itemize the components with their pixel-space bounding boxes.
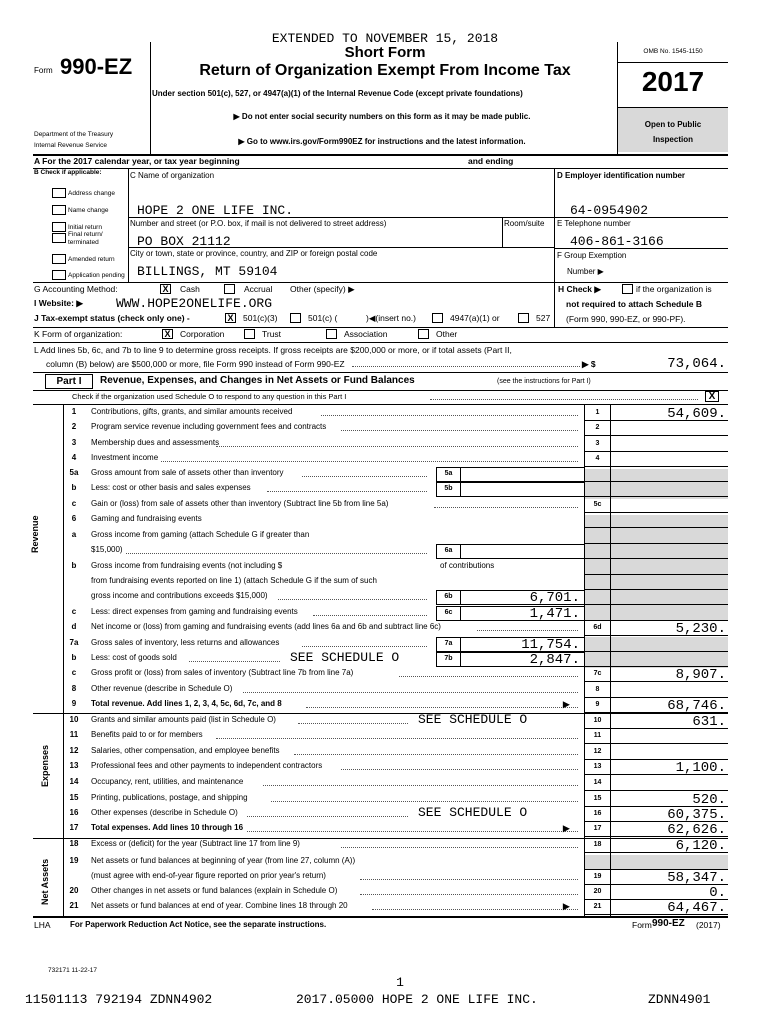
line-box-label: 8 xyxy=(595,686,600,693)
org-street: PO BOX 21112 xyxy=(137,234,231,249)
line-text: from fundraising events reported on line 1) (attach Schedule G if the sum of such xyxy=(91,576,377,585)
row-rule xyxy=(584,589,728,590)
inner-value[interactable]: 1,471. xyxy=(529,606,580,622)
line-box-label: 14 xyxy=(593,779,602,786)
line-text: Other revenue (describe in Schedule O) xyxy=(91,684,233,693)
form-number: 990-EZ xyxy=(60,54,133,79)
irs-label: Internal Revenue Service xyxy=(34,142,107,149)
see-schedule-o: SEE SCHEDULE O xyxy=(418,712,528,727)
line-g-label: G Accounting Method: xyxy=(34,284,118,294)
org-city: BILLINGS, MT 59104 xyxy=(137,264,278,279)
schedule-o-checkbox[interactable]: X xyxy=(705,391,719,402)
501c-label: 501(c) ( xyxy=(308,313,338,323)
line-value[interactable]: 631. xyxy=(692,714,726,730)
line-text: (must agree with end-of-year figure reported on prior year's return) xyxy=(91,871,326,880)
leader-dots xyxy=(267,491,427,492)
line-text: Contributions, gifts, grants, and similar amounts received xyxy=(91,407,293,416)
phone-label: E Telephone number xyxy=(557,219,631,228)
accrual-checkbox[interactable] xyxy=(224,284,235,294)
leader-dots xyxy=(434,507,578,508)
line-box-label: 6d xyxy=(593,624,602,631)
line-number: 6 xyxy=(71,514,77,523)
final-return-checkbox[interactable] xyxy=(52,233,66,243)
ein-value: 64-0954902 xyxy=(570,203,649,218)
schedule-b-checkbox[interactable] xyxy=(622,284,633,294)
line-h-text2: if the organization is xyxy=(636,284,712,294)
tax-year: 2017 xyxy=(641,66,705,97)
extension-notice: EXTENDED TO NOVEMBER 15, 2018 xyxy=(271,31,499,46)
line-number: 14 xyxy=(69,777,79,786)
omb-number: OMB No. 1545-1150 xyxy=(643,48,703,55)
trust-checkbox[interactable] xyxy=(244,329,255,339)
gross-receipts-value: 73,064. xyxy=(667,356,726,372)
line-text: Gaming and fundraising events xyxy=(91,514,202,523)
open-public-1: Open to Public xyxy=(644,120,702,129)
line-j-label: J Tax-exempt status (check only one) - xyxy=(34,313,190,323)
line-l-arrow: ▶ $ xyxy=(582,359,596,369)
leader-dots xyxy=(321,415,578,416)
line-number: b xyxy=(71,483,77,492)
row-rule xyxy=(584,527,728,528)
group-exemption-label: F Group Exemption xyxy=(557,251,627,260)
line-text: Gross profit or (loss) from sales of inventory (Subtract line 7b from line 7a) xyxy=(91,668,354,677)
form-ref-year: (2017) xyxy=(696,920,721,930)
inner-box-label: 7a xyxy=(444,640,453,647)
see-schedule-o: SEE SCHEDULE O xyxy=(290,650,400,665)
line-text: Total revenue. Add lines 1, 2, 3, 4, 5c, 6d, 7c, and 8 xyxy=(91,699,282,708)
line-text: Printing, publications, postage, and shipping xyxy=(91,793,248,802)
line-number: c xyxy=(71,668,77,677)
open-public-2: Inspection xyxy=(652,135,693,144)
row-rule xyxy=(584,496,728,497)
line-number: 8 xyxy=(71,684,77,693)
cash-label: Cash xyxy=(180,284,200,294)
line-box-label: 12 xyxy=(593,748,602,755)
line-text: Less: cost of goods sold xyxy=(91,653,177,662)
form-title: Return of Organization Exempt From Income Tax xyxy=(199,62,571,79)
line-box-label: 15 xyxy=(593,795,602,802)
paperwork-notice: For Paperwork Reduction Act Notice, see the separate instructions. xyxy=(70,920,327,929)
inner-value-frame xyxy=(460,544,585,559)
line-box-label: 21 xyxy=(593,903,602,910)
line-number: 1 xyxy=(71,407,77,416)
schedule-o-check-text: Check if the organization used Schedule O to respond to any question in this Part I xyxy=(72,392,347,401)
room-label: Room/suite xyxy=(504,219,545,228)
inner-box-label: 5a xyxy=(444,470,453,477)
line-number: c xyxy=(71,499,77,508)
line-value[interactable]: 58,347. xyxy=(667,870,726,886)
row-rule xyxy=(584,451,728,452)
leader-dots xyxy=(247,831,578,832)
line-number: 20 xyxy=(69,886,79,895)
form-subtitle: Under section 501(c), 527, or 4947(a)(1) of the Internal Revenue Code (except private foundations) xyxy=(152,89,523,98)
row-rule xyxy=(584,512,728,513)
line-text: Less: cost or other basis and sales expenses xyxy=(91,483,251,492)
line-box-label: 17 xyxy=(593,825,602,832)
cash-checkbox[interactable]: X xyxy=(160,284,171,294)
line-number: 2 xyxy=(71,422,77,431)
other-method-label: Other (specify) ▶ xyxy=(290,284,355,294)
line-number: 3 xyxy=(71,438,77,447)
dept-treasury: Department of the Treasury xyxy=(34,131,114,138)
inner-box-label: 6c xyxy=(444,609,453,616)
leader-dots xyxy=(341,430,578,431)
line-text: Net income or (loss) from gaming and fundraising events (add lines 6a and 6b and subtract line 6c) xyxy=(91,622,441,631)
total-arrow: ▶ xyxy=(563,901,570,911)
leader-dots xyxy=(161,461,578,462)
line-box-label: 5c xyxy=(593,501,602,508)
line-value[interactable]: 5,230. xyxy=(675,621,726,637)
line-box-label: 7c xyxy=(593,670,602,677)
line-k-label: K Form of organization: xyxy=(34,329,123,339)
street-label: Number and street (or P.O. box, if mail is not delivered to street address) xyxy=(130,219,387,228)
line-text: Grants and similar amounts paid (list in Schedule O) xyxy=(91,715,276,724)
line-box-label: 4 xyxy=(595,455,600,462)
line-box-label: 16 xyxy=(593,810,602,817)
line-value[interactable]: 60,375. xyxy=(667,807,726,823)
line-number: c xyxy=(71,607,77,616)
line-number: b xyxy=(71,561,77,570)
form-code: 732171 11-22-17 xyxy=(48,967,98,974)
line-text: Other changes in net assets or fund balances (explain in Schedule O) xyxy=(91,886,338,895)
application-pending-checkbox[interactable] xyxy=(52,270,66,280)
corporation-checkbox[interactable]: X xyxy=(162,329,173,339)
total-arrow: ▶ xyxy=(563,699,570,709)
501c3-label: 501(c)(3) xyxy=(243,313,278,323)
row-rule xyxy=(584,604,728,605)
section-b-title: B Check if applicable: xyxy=(34,169,102,176)
address-change-label: Address change xyxy=(68,190,115,197)
page-number: 1 xyxy=(396,975,404,990)
inner-box-label: 7b xyxy=(444,655,453,662)
501c3-checkbox[interactable]: X xyxy=(225,313,236,323)
line-box-label: 2 xyxy=(595,424,600,431)
line-number: 19 xyxy=(69,856,79,865)
line-text: $15,000) xyxy=(91,545,123,554)
amended-return-label: Amended return xyxy=(68,256,115,263)
line-number: 15 xyxy=(69,793,79,802)
527-label: 527 xyxy=(536,313,551,323)
row-rule xyxy=(584,574,728,575)
accrual-label: Accrual xyxy=(244,284,273,294)
line-h-text3: not required to attach Schedule B xyxy=(566,299,703,309)
line-a-label: A For the 2017 calendar year, or tax year beginning xyxy=(34,156,240,166)
line-l-text2: column (B) below) are $500,000 or more, file Form 990 instead of Form 990-EZ xyxy=(46,359,345,369)
leader-dots xyxy=(278,599,427,600)
leader-dots xyxy=(341,847,578,848)
final-return-label: Final return/ terminated xyxy=(68,231,103,246)
line-text: Benefits paid to or for members xyxy=(91,730,203,739)
inner-value-frame xyxy=(460,467,585,482)
line-number: 9 xyxy=(71,699,77,708)
line-text: Gross income from gaming (attach Schedule G if greater than xyxy=(91,530,310,539)
line-l-text1: L Add lines 5b, 6c, and 7b to line 9 to determine gross receipts. If gross receipts are $200,000 or more, or if total assets (Part II, xyxy=(34,345,512,355)
leader-dots xyxy=(360,879,578,880)
org-name: HOPE 2 ONE LIFE INC. xyxy=(137,203,294,218)
line-text: Other expenses (describe in Schedule O) xyxy=(91,808,238,817)
line-h-text4: (Form 990, 990-EZ, or 990-PF). xyxy=(566,314,686,324)
leader-dots xyxy=(294,754,578,755)
line-text: Gross income from fundraising events (not including $ xyxy=(91,561,283,570)
line-text: gross income and contributions exceeds $15,000) xyxy=(91,591,268,600)
line-value[interactable]: 62,626. xyxy=(667,822,726,838)
line-box-label: 10 xyxy=(593,717,602,724)
line-box-label: 13 xyxy=(593,763,602,770)
line-box-label: 20 xyxy=(593,888,602,895)
line-number: d xyxy=(71,622,77,631)
leader-dots xyxy=(298,723,408,724)
phone-value: 406-861-3166 xyxy=(570,234,664,249)
application-pending-label: Application pending xyxy=(68,272,125,279)
501c-checkbox[interactable] xyxy=(290,313,301,323)
total-arrow: ▶ xyxy=(563,823,570,833)
line-number: a xyxy=(71,530,77,539)
line-number: 21 xyxy=(69,901,79,910)
goto-note: ▶ Go to www.irs.gov/Form990EZ for instructions and the latest information. xyxy=(238,137,526,146)
leader-dots xyxy=(243,692,578,693)
row-rule xyxy=(584,651,728,652)
association-checkbox[interactable] xyxy=(326,329,337,339)
other-form-checkbox[interactable] xyxy=(418,329,429,339)
line-value[interactable]: 1,100. xyxy=(675,760,726,776)
line-value[interactable]: 520. xyxy=(692,792,726,808)
inner-value-frame xyxy=(460,482,585,497)
leader-dots xyxy=(216,738,578,739)
city-label: City or town, state or province, country, and ZIP or foreign postal code xyxy=(130,249,378,258)
name-change-checkbox[interactable] xyxy=(52,205,66,215)
name-change-label: Name change xyxy=(68,207,109,214)
association-label: Association xyxy=(344,329,388,339)
leader-dots xyxy=(247,816,408,817)
form-word: Form xyxy=(34,66,53,75)
line-text-after: of contributions xyxy=(440,561,495,570)
line-text: Excess or (deficit) for the year (Subtract line 17 from line 9) xyxy=(91,839,300,848)
527-checkbox[interactable] xyxy=(518,313,529,323)
line-number: b xyxy=(71,653,77,662)
row-rule xyxy=(584,466,728,467)
4947-label: 4947(a)(1) or xyxy=(450,313,500,323)
leader-dots xyxy=(306,707,578,708)
inner-value[interactable]: 6,701. xyxy=(529,590,580,606)
lha-label: LHA xyxy=(34,920,51,930)
form-ref-pre: Form xyxy=(632,920,652,930)
line-text: Net assets or fund balances at beginning of year (from line 27, column (A)) xyxy=(91,856,356,865)
leader-dots xyxy=(372,909,578,910)
line-text: Gain or (loss) from sale of assets other than inventory (Subtract line 5b from line 5a) xyxy=(91,499,389,508)
line-i-label: I Website: ▶ xyxy=(34,298,83,308)
trust-label: Trust xyxy=(262,329,282,339)
line-number: 16 xyxy=(69,808,79,817)
line-value[interactable]: 8,907. xyxy=(675,667,726,683)
net-assets-side-label: Net Assets xyxy=(40,858,50,905)
line-box-label: 9 xyxy=(595,701,600,708)
other-form-label: Other xyxy=(436,329,458,339)
form-ref: 990-EZ xyxy=(652,918,685,929)
bottom-mid-id: 2017.05000 HOPE 2 ONE LIFE INC. xyxy=(296,992,538,1007)
line-value[interactable]: 68,746. xyxy=(667,698,726,714)
part-1-title: Revenue, Expenses, and Changes in Net Assets or Fund Balances xyxy=(100,375,415,386)
line-text: Gross amount from sale of assets other than inventory xyxy=(91,468,284,477)
line-value[interactable]: 6,120. xyxy=(675,838,726,854)
leader-dots xyxy=(302,476,427,477)
line-text: Program service revenue including government fees and contracts xyxy=(91,422,327,431)
line-text: Net assets or fund balances at end of year. Combine lines 18 through 20 xyxy=(91,901,348,910)
initial-return-label: Initial return xyxy=(68,224,102,231)
leader-dots xyxy=(302,646,427,647)
row-rule xyxy=(584,743,728,744)
leader-dots xyxy=(189,661,280,662)
line-value[interactable]: 64,467. xyxy=(667,900,726,916)
line-text: Less: direct expenses from gaming and fundraising events xyxy=(91,607,298,616)
inner-value[interactable]: 11,754. xyxy=(521,637,580,653)
leader-dots xyxy=(271,801,579,802)
line-text: Salaries, other compensation, and employee benefits xyxy=(91,746,280,755)
row-rule xyxy=(584,543,728,544)
inner-box-label: 6a xyxy=(444,547,453,554)
leader-dots xyxy=(313,615,427,616)
line-text: Membership dues and assessments xyxy=(91,438,220,447)
row-rule xyxy=(584,558,728,559)
leader-dots xyxy=(341,769,578,770)
row-rule xyxy=(584,435,728,436)
4947-checkbox[interactable] xyxy=(432,313,443,323)
row-rule xyxy=(584,790,728,791)
org-name-label: C Name of organization xyxy=(130,171,215,180)
line-number: 12 xyxy=(69,746,79,755)
line-value[interactable]: 0. xyxy=(709,885,726,901)
inner-box-label: 6b xyxy=(444,593,453,600)
group-exemption-number: Number ▶ xyxy=(567,267,604,276)
row-rule xyxy=(584,481,728,482)
line-number: 13 xyxy=(69,761,79,770)
line-box-label: 18 xyxy=(593,841,602,848)
ein-label: D Employer identification number xyxy=(557,171,686,180)
leader-dots xyxy=(360,894,578,895)
line-text: Occupancy, rent, utilities, and maintenance xyxy=(91,777,244,786)
line-box-label: 1 xyxy=(595,409,600,416)
line-number: 4 xyxy=(71,453,77,462)
line-h-label: H Check ▶ xyxy=(558,284,601,294)
line-number: 5a xyxy=(69,468,79,477)
inner-value[interactable]: 2,847. xyxy=(529,652,580,668)
corporation-label: Corporation xyxy=(180,329,225,339)
website-value: WWW.HOPE2ONELIFE.ORG xyxy=(116,296,273,311)
line-number: 7a xyxy=(69,638,79,647)
part-1-title-note: (see the instructions for Part I) xyxy=(497,378,591,385)
part-1-tag: Part I xyxy=(45,374,93,389)
line-box-label: 11 xyxy=(593,732,602,739)
bottom-right-id: ZDNN4901 xyxy=(648,992,711,1007)
line-text: Investment income xyxy=(91,453,159,462)
short-form-title: Short Form xyxy=(344,44,426,61)
line-box-label: 19 xyxy=(593,873,602,880)
line-text: Total expenses. Add lines 10 through 16 xyxy=(91,823,244,832)
line-number: 10 xyxy=(69,715,79,724)
inner-box-label: 5b xyxy=(444,485,453,492)
address-change-checkbox[interactable] xyxy=(52,188,66,198)
line-number: 17 xyxy=(69,823,79,832)
revenue-side-label: Revenue xyxy=(30,515,40,553)
line-text: Gross sales of inventory, less returns and allowances xyxy=(91,638,280,647)
expenses-side-label: Expenses xyxy=(40,744,50,787)
leader-dots xyxy=(399,676,578,677)
line-text: Professional fees and other payments to independent contractors xyxy=(91,761,323,770)
leader-dots xyxy=(126,553,427,554)
initial-return-checkbox[interactable] xyxy=(52,222,66,232)
line-value[interactable]: 54,609. xyxy=(667,406,726,422)
line-a-ending: and ending xyxy=(468,156,514,166)
leader-dots xyxy=(263,785,578,786)
leader-dots xyxy=(216,446,578,447)
leader-dots xyxy=(477,630,578,631)
see-schedule-o: SEE SCHEDULE O xyxy=(418,805,528,820)
insert-no-label: )◀(insert no.) xyxy=(366,313,416,323)
line-number: 18 xyxy=(69,839,79,848)
bottom-left-id: 11501113 792194 ZDNN4902 xyxy=(25,992,213,1007)
line-box-label: 3 xyxy=(595,440,600,447)
amended-return-checkbox[interactable] xyxy=(52,254,66,264)
line-number: 11 xyxy=(69,730,79,739)
ssn-note: ▶ Do not enter social security numbers on this form as it may be made public. xyxy=(233,112,531,121)
